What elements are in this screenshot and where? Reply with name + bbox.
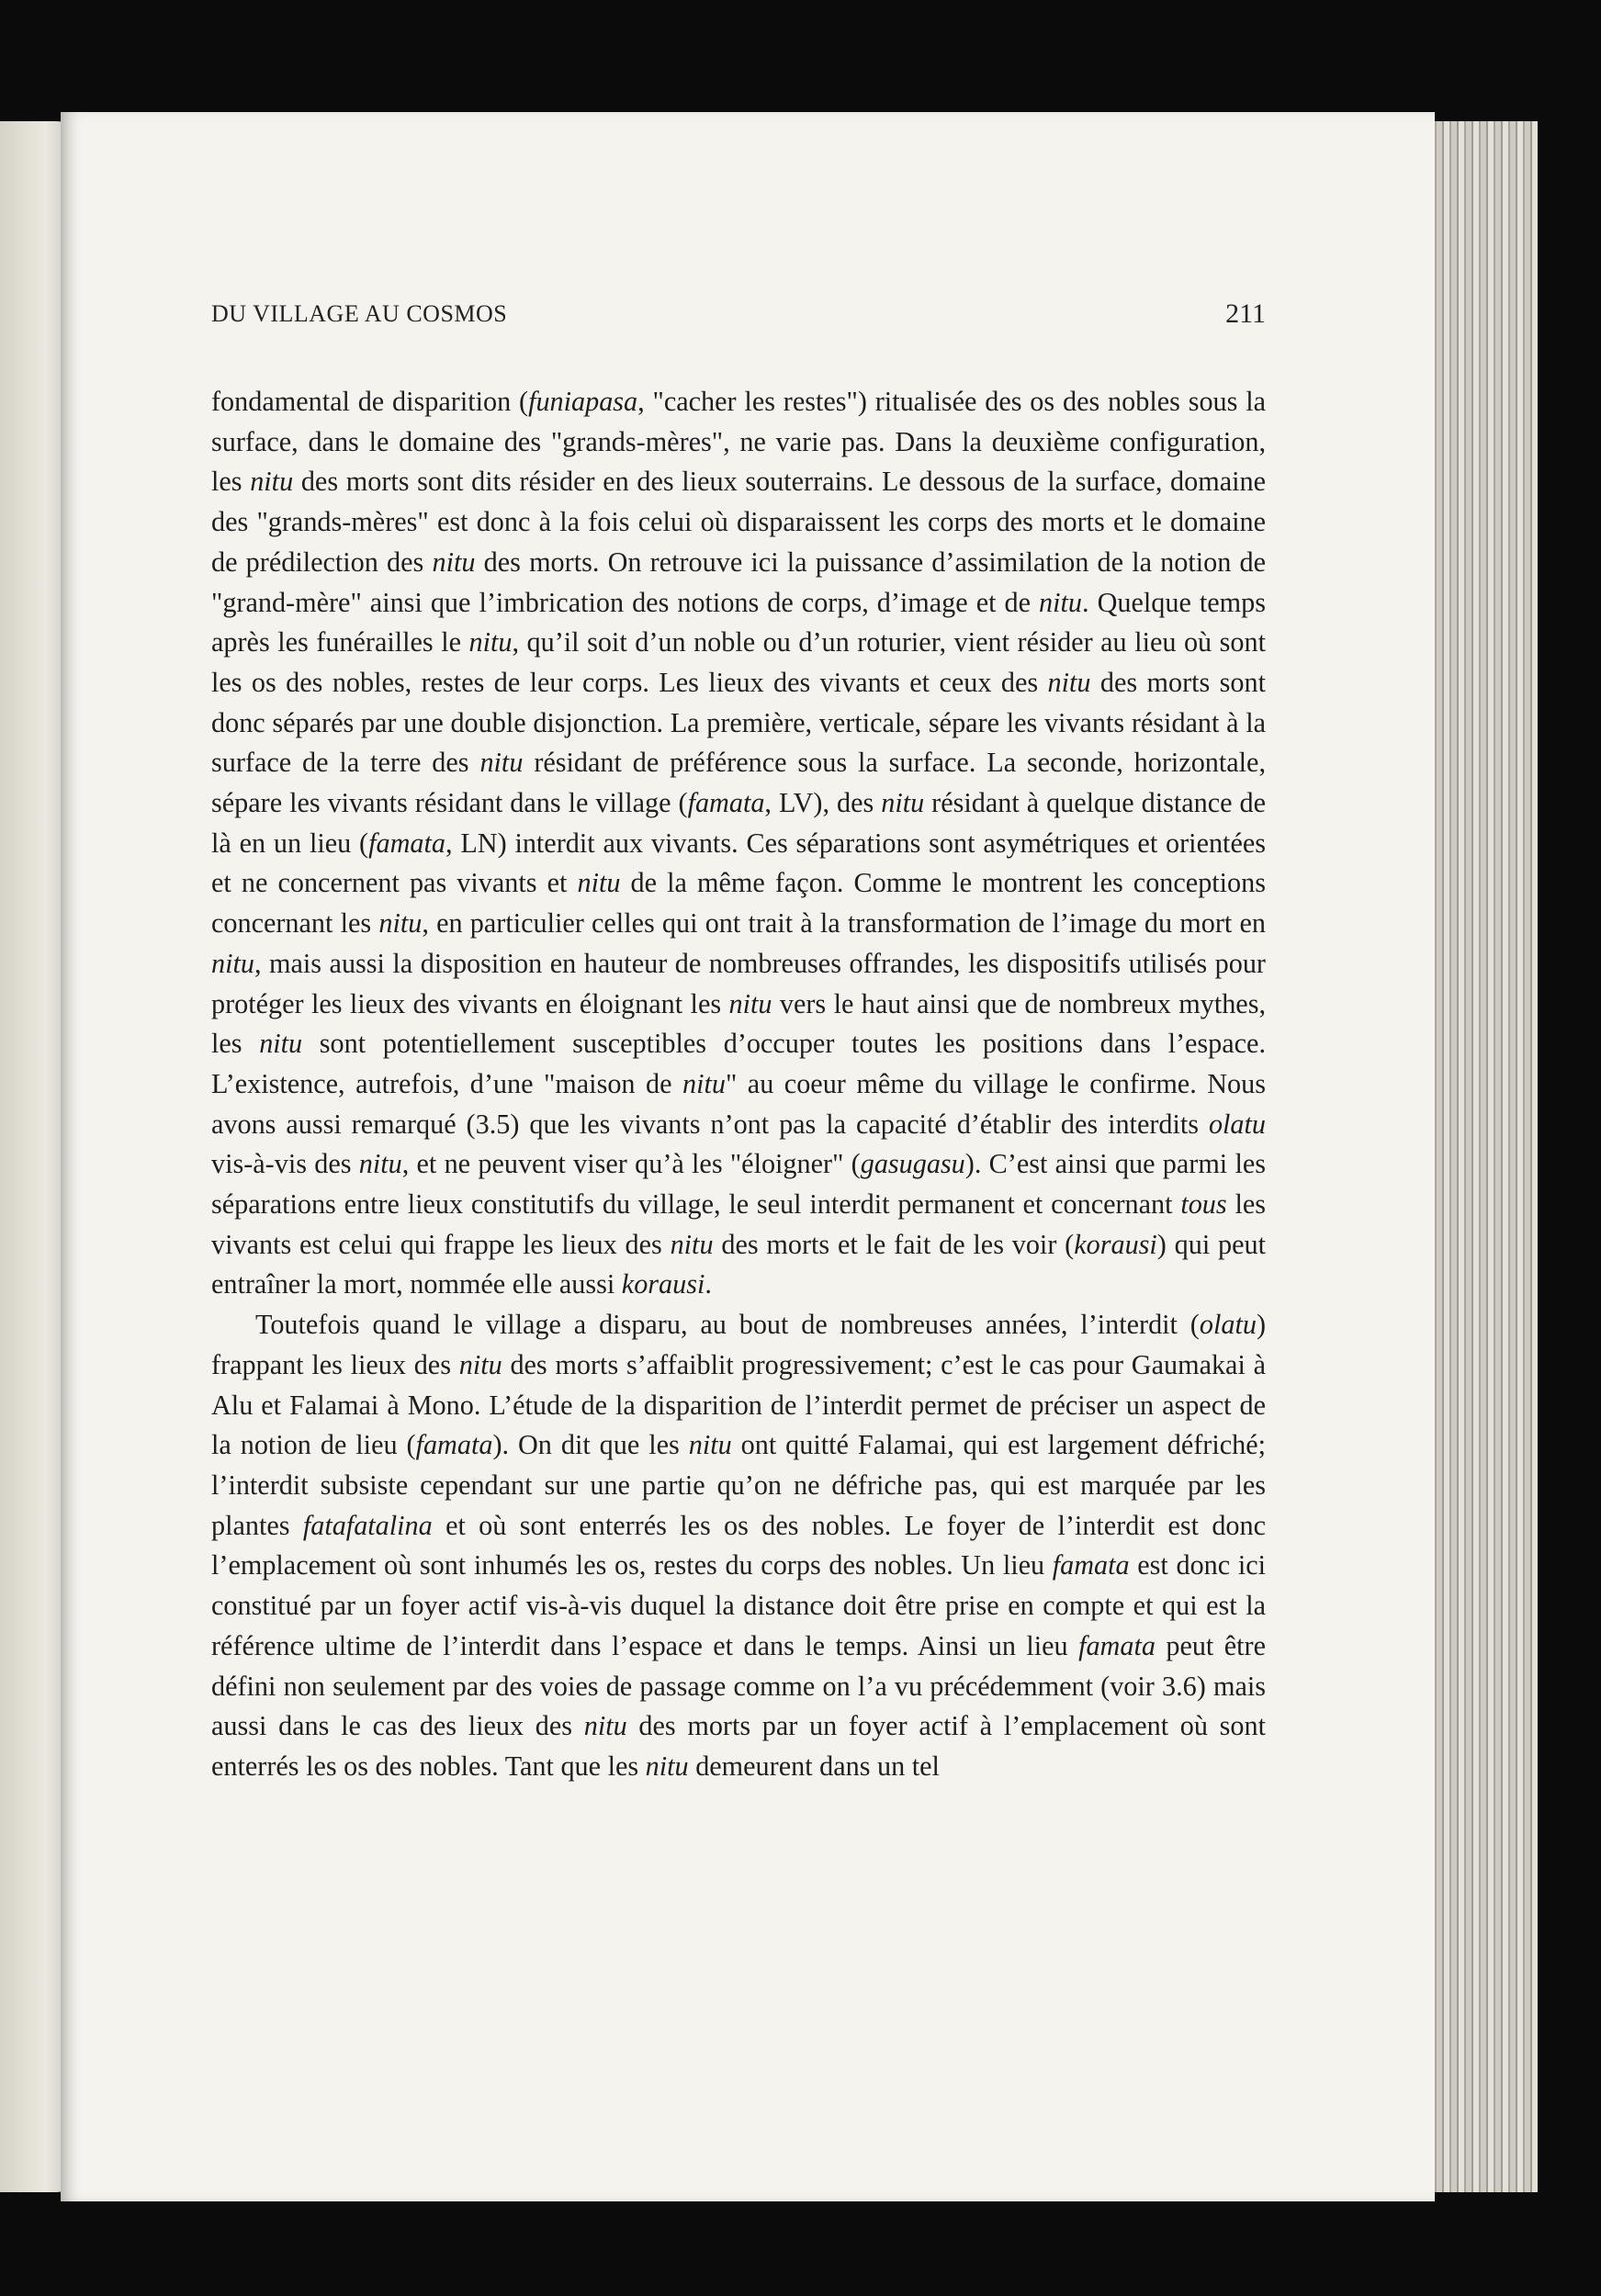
page-number: 211 [1225,298,1266,329]
text-run: et où sont enterrés les os des nobles. Le foyer de l’interdit est donc l’emplacement où sont inhumés les os, restes du corps des nobles. Un lieu [211,1509,1266,1581]
text-run: les vivants est celui qui frappe les lieux des [211,1188,1266,1260]
italic-term: famata [415,1429,493,1461]
text-run: " au coeur même du village le confirme. Nous avons aussi remarqué (3.5) que les vivants n’ont pas la capacité d’établir des interdits [211,1067,1266,1140]
italic-term: nitu [1039,586,1083,618]
italic-term: funiapasa [528,386,638,417]
text-run: , mais aussi la disposition en hauteur de nombreuses offrandes, les dispositifs utilisés pour protéger les lieux des vivants en éloignant les [211,947,1266,1019]
page-stack-edge [1422,121,1538,2192]
italic-term: fatafatalina [302,1509,433,1541]
italic-term: nitu [432,546,476,578]
italic-term: tous [1180,1188,1227,1221]
italic-term: nitu [583,1710,627,1742]
body-text [211,382,1266,1787]
italic-term: nitu [682,1067,726,1099]
italic-term: nitu [728,987,772,1019]
text-run: vis-à-vis des [211,1148,359,1180]
italic-term: olatu [1208,1108,1266,1140]
italic-term: nitu [479,747,524,779]
text-run: des morts s’affaiblit progressivement; c’est le cas pour Gaumakai à Alu et Falamai à Mono. L’étude de la disparition de l’interdit permet de préciser un aspect de la notion de lieu ( [211,1348,1266,1461]
paragraph [211,1305,1266,1786]
italic-term: nitu [458,1348,502,1380]
text-run: demeurent dans un tel [688,1750,940,1782]
text-run: résidant de préférence sous la surface. La seconde, horizontale, sépare les vivants résidant dans le village ( [211,747,1266,819]
running-head [211,296,1266,332]
text-run: des morts sont dits résider en des lieux souterrains. Le dessous de la surface, domaine des "grands-mères" est donc à la fois celui où disparaissent les corps des morts et le domaine de prédilection des [211,466,1266,578]
italic-term: nitu [1047,666,1091,698]
text-run: ) qui peut entraîner la mort, nommée elle aussi [211,1228,1266,1300]
running-title: DU VILLAGE AU COSMOS [211,300,508,327]
text-run: . [705,1268,712,1300]
italic-term: famata [1078,1629,1156,1661]
text-run: de la même façon. Comme le montrent les conceptions concernant les [211,867,1266,940]
text-run: sont potentiellement susceptibles d’occuper toutes les positions dans l’espace. L’existence, autrefois, d’une "maison de [211,1028,1266,1099]
text-run: , LN) interdit aux vivants. Ces séparations sont asymétriques et orientées et ne concernent pas vivants et [211,827,1266,899]
text-run: ont quitté Falamai, qui est largement défriché; l’interdit subsiste cependant sur une partie qu’on ne défriche pas, qui est marquée par les plantes [211,1429,1267,1541]
italic-term: famata [1052,1549,1130,1581]
text-run: des morts. On retrouve ici la puissance d’assimilation de la notion de "grand-mère" ainsi que l’imbrication des notions de corps, d’image et de [211,546,1267,618]
text-run: résidant à quelque distance de là en un lieu ( [211,787,1266,859]
text-run: , "cacher les restes") ritualisée des os des nobles sous la surface, dans le domaine des "grands-mères", ne varie pas. Dans la deuxième configuration, les [211,386,1267,498]
italic-term: nitu [259,1028,303,1060]
text-run: des morts et le fait de les voir ( [713,1228,1075,1260]
text-run: fondamental de disparition ( [211,386,529,417]
italic-term: nitu [378,907,423,940]
italic-term: korausi [621,1268,705,1300]
text-run: peut être défini non seulement par des voies de passage comme on l’a vu précédemment (voir 3.6) mais aussi dans le cas des lieux des [211,1629,1266,1742]
italic-term: nitu [670,1228,714,1260]
paragraph [211,382,1266,1305]
italic-term: nitu [881,787,925,819]
italic-term: korausi [1074,1228,1157,1260]
text-run: , LV), des [764,787,882,819]
italic-term: nitu [250,466,294,498]
italic-term: nitu [645,1750,689,1782]
italic-term: gasugasu [860,1148,965,1180]
italic-term: nitu [577,867,621,899]
italic-term: famata [687,787,765,819]
italic-term: olatu [1199,1309,1257,1341]
italic-term: nitu [688,1429,732,1461]
text-run: , qu’il soit d’un noble ou d’un roturier, vient résider au lieu où sont les os des nobles, restes de leur corps. Les lieux des vivants et ceux des [211,626,1266,698]
text-run: , et ne peuvent viser qu’à les "éloigner" ( [401,1148,861,1180]
text-run: ) frappant les lieux des [211,1309,1266,1380]
text-run: des morts par un foyer actif à l’emplacement où sont enterrés les os des nobles. Tant que les [211,1710,1266,1782]
text-run: vers le haut ainsi que de nombreux mythes, les [211,987,1266,1060]
text-run: ). C’est ainsi que parmi les séparations entre lieux constitutifs du village, le seul interdit permanent et concernant [211,1148,1266,1221]
italic-term: famata [368,827,445,859]
text-run: . Quelque temps après les funérailles le [211,586,1266,658]
italic-term: nitu [468,626,513,658]
text-run: , en particulier celles qui ont trait à la transformation de l’image du mort en [422,907,1266,940]
text-run: des morts sont donc séparés par une double disjonction. La première, verticale, sépare les vivants résidant à la surface de la terre des [211,666,1266,779]
text-run: Toutefois quand le village a disparu, au bout de nombreuses années, l’interdit ( [255,1309,1200,1341]
text-run: ). On dit que les [492,1429,689,1461]
italic-term: nitu [211,947,254,979]
italic-term: nitu [358,1148,402,1180]
text-run: est donc ici constitué par un foyer actif vis-à-vis duquel la distance doit être prise en compte et qui est la référence ultime de l’interdit dans l’espace et dans le temps. Ainsi un lieu [211,1549,1266,1661]
